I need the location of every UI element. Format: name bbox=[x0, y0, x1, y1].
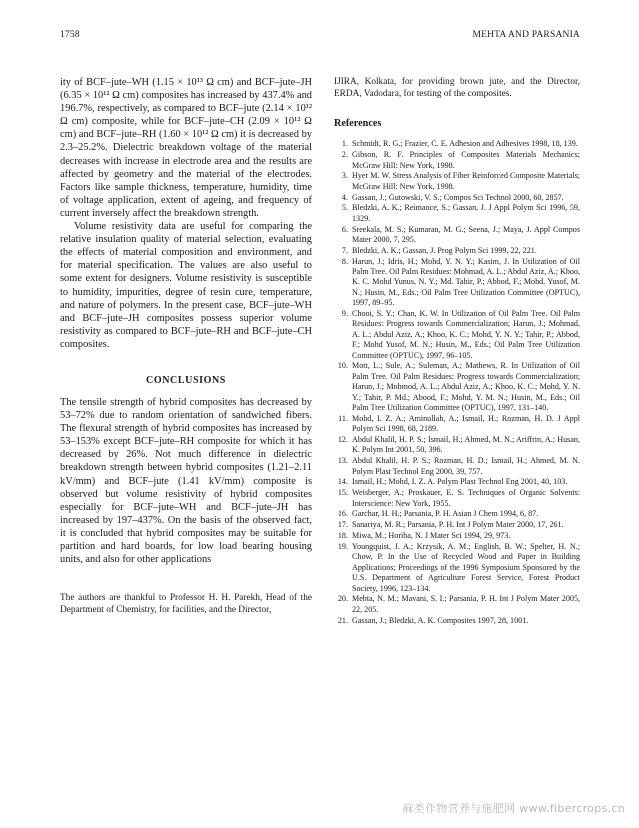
reference-text: Gassan, J.; Bledzki, A. K. Composites 1997, 28, 1001. bbox=[352, 615, 529, 625]
reference-item bbox=[334, 594, 580, 615]
reference-item bbox=[334, 435, 580, 456]
reference-number: 16. bbox=[337, 509, 348, 519]
acknowledgment-paragraph: The authors are thankful to Professor H. H. Parekh, Head of the Department of Chemistry, for facilities, and the Director, bbox=[60, 593, 312, 616]
reference-text: Mott, L.; Sule, A.; Suleman, A.; Mathews, R. In Utilization of Oil Palm Tree. Oil Palm Residues: Progress towards Commercialization; Harun, J.; Mohmod, A. L.; Abdul Aziz, A.; Khoo, K. C.; Mohd, Y. N. Y.; Tahir, P. Md.; Abood, F.; Mohd, Y. M. N.; Husin, M., Eds.; Oil Palm Tree Utilization Committee (OPTUC), 1997, 131–140. bbox=[352, 361, 580, 413]
reference-number: 13. bbox=[337, 456, 348, 466]
reference-item bbox=[334, 225, 580, 246]
reference-text: Bledzki, A. K.; Gassan, J. Prog Polym Sci 1999, 22, 221. bbox=[352, 245, 537, 255]
reference-number: 12. bbox=[337, 435, 348, 445]
reference-item bbox=[334, 193, 580, 203]
reference-number: 1. bbox=[341, 139, 348, 149]
reference-text: Schmidt, R. G.; Frazier, C. E. Adhesion and Adhesives 1998, 18, 139. bbox=[352, 139, 578, 149]
reference-item bbox=[334, 488, 580, 509]
reference-text: Youngquist, J. A.; Krzysik, A. M.; English, B. W.; Spelter, H. N.; Chow, P. In the Use of Recycled Wood and Paper in Building Applications; Proceedings of the 1996 Symposium Sponsored by the U.S. Department of Agriculture Forest Service, Forest Product Society, 1996, 123–134. bbox=[352, 541, 580, 593]
reference-item bbox=[334, 139, 580, 149]
reference-number: 7. bbox=[341, 245, 348, 255]
reference-item bbox=[334, 616, 580, 626]
reference-item bbox=[334, 150, 580, 171]
reference-item bbox=[334, 246, 580, 256]
reference-number: 2. bbox=[341, 150, 348, 160]
reference-number: 8. bbox=[341, 256, 348, 266]
reference-list bbox=[334, 139, 580, 626]
reference-text: Sanariya, M. R.; Parsania, P. H. Int J Polym Mater 2000, 17, 261. bbox=[352, 520, 564, 530]
watermark-text: 麻类作物营养与施肥网 www.fibercrops.cn bbox=[402, 802, 625, 815]
reference-item bbox=[334, 520, 580, 530]
running-title: MEHTA AND PARSANIA bbox=[472, 30, 580, 40]
right-column bbox=[334, 76, 580, 626]
conclusions-paragraph: The tensile strength of hybrid composites has decreased by 53–72% due to random orientation of sandwiched fibers. The flexural strength of hybrid composites has increased by 53–153% except BCF–jute–RH composite for which it has decreased by 26%. Not much difference in dielectric breakdown strength between hybrid composites (1.21–2.11 kV/mm) and BCF–jute (1.41 kV/mm) composite is observed but volume resistivity of hybrid composites especially for BCF–jute–WH and BCF–jute–JH has increased by 197–437%. On the basis of the observed fact, it is concluded that hybrid composites may be suitable for partition and hard boards, for low load bearing housing units, and also for other applications bbox=[60, 396, 312, 566]
reference-item bbox=[334, 171, 580, 192]
reference-number: 9. bbox=[341, 309, 348, 319]
reference-text: Abdul Khalil, H. P. S.; Ismail, H.; Ahmed, M. N.; Ariffrin, A.; Husan, K. Polym Int 2001, 50, 396. bbox=[352, 435, 580, 455]
reference-text: Mohd, I. Z. A.; Aminullah, A.; Ismail, H.; Rozman, H. D. J Appl Polym Sci 1998, 68, 2189. bbox=[352, 413, 580, 434]
body-paragraph-2: Volume resistivity data are useful for comparing the relative insulation quality of material selection, evaluating the effects of material composition and environment, and for material specification. The values are also useful to some extent for designers. Volume resistivity is susceptible to humidity, impurities, degree of resin cure, temperature, and nature of polymers. In the present case, BCF–jute–WH and BCF–jute–JH composites possess superior volume resistivity as compared to BCF–jute–RH and BCF–jute–CH composites. bbox=[60, 221, 312, 350]
reference-item bbox=[334, 531, 580, 541]
reference-text: Miwa, M.; Horiba, N. J Mater Sci 1994, 29, 973. bbox=[352, 531, 511, 541]
reference-text: Sreekala, M. S.; Kumaran, M. G.; Seena, J.; Maya, J. Appl Compos Mater 2000, 7, 295. bbox=[352, 224, 580, 245]
body-paragraph-1: ity of BCF–jute–WH (1.15 × 10¹³ Ω cm) and BCF–jute–JH (6.35 × 10¹² Ω cm) composites has increased by 437.4% and 196.7%, respectively, as compared to BCF–jute (2.14 × 10¹² Ω cm) composite, while for BCF–jute–CH (2.09 × 10¹² Ω cm) and BCF–jute–RH (1.60 × 10¹² Ω cm) it is decreased by 2.3–25.2%. Dielectric breakdown voltage of the material decreases with increase in electrode area and the results are affected by geometry and the material of the electrodes. Factors like sample thickness, temperature, humidity, time of voltage application, extent of ageing, and frequency of current inversely affect the breakdown strength. bbox=[60, 77, 312, 219]
reference-number: 19. bbox=[337, 541, 348, 551]
conclusions-heading: CONCLUSIONS bbox=[146, 374, 226, 386]
reference-item bbox=[334, 203, 580, 224]
reference-number: 17. bbox=[337, 520, 348, 530]
reference-number: 10. bbox=[337, 361, 348, 371]
reference-item bbox=[334, 257, 580, 309]
reference-text: Garchar, H. H.; Parsania, P. H. Asian J Chem 1994, 6, 87. bbox=[352, 509, 539, 519]
reference-text: Mehta, N. M.; Mavani, S. I.; Parsania, P. H. Int J Polym Mater 2005, 22, 205. bbox=[352, 594, 580, 614]
references-heading: References bbox=[334, 118, 382, 130]
reference-text: Hyer M. W. Stress Analysis of Fiber Reinforced Composite Materials; McGraw Hill: New York, 1998. bbox=[352, 171, 580, 191]
reference-item bbox=[334, 542, 580, 594]
reference-item bbox=[334, 414, 580, 435]
running-header bbox=[60, 30, 580, 44]
reference-item bbox=[334, 361, 580, 413]
reference-number: 4. bbox=[341, 192, 348, 202]
reference-number: 3. bbox=[341, 171, 348, 181]
reference-text: Bledzki, A. K.; Reimance, S.; Gassan, J. J Appl Polym Sci 1996, 59, 1329. bbox=[352, 203, 580, 223]
reference-number: 18. bbox=[337, 531, 348, 541]
reference-text: Gibson, R. F. Principles of Composites Materials Mechanics; McGraw Hill: New York, 1998. bbox=[352, 150, 580, 170]
reference-text: Weisberger, A.; Proskauer, E. S. Techniques of Organic Solvents: Interscience: New York, 1955. bbox=[352, 488, 580, 508]
page-number: 1758 bbox=[60, 30, 80, 40]
reference-item bbox=[334, 309, 580, 361]
reference-number: 6. bbox=[341, 224, 348, 234]
reference-text: Ismail, H.; Mohd, I. Z. A. Polym Plast Technol Eng 2001, 40, 103. bbox=[352, 477, 568, 487]
reference-number: 11. bbox=[338, 413, 348, 423]
reference-text: Harun, J.; Idris, H.; Mohd, Y. N. Y.; Kasim, J. In Utilization of Oil Palm Tree. Oil Palm Residues: Mohmad, A. L.; Abdul Aziz, A.; Khoo, K. C. Mohd Yunus, N. Y.; Md. Tahir, P.; Abbod, F.; Mohd. Yusof, M. N.; Husin, M., Eds.; Oil Palm Tree Utilization Committee (OPTUC), 1997, 89–95. bbox=[352, 256, 580, 308]
left-column bbox=[60, 76, 312, 626]
reference-item bbox=[334, 456, 580, 477]
reference-number: 20. bbox=[337, 594, 348, 604]
reference-text: Chooi, S. Y.; Chan, K. W. In Utilization of Oil Palm Tree. Oil Palm Residues: Progress towards Commercialization; Harun, J.; Mohmad, A. L.; Abdul Aziz, A.; Khoo, K. C.; Mohd, Y. N. Y.; Tahir, P.; Abbod, F.; Mohd Yusof, M. N.; Husin, M., Eds.; Oil Palm Tree Utilization Committee (OPTUC), 1997, 96–105. bbox=[352, 309, 580, 360]
reference-number: 5. bbox=[341, 203, 348, 213]
acknowledgment-continued: IJIRA, Kolkata, for providing brown jute, and the Director, ERDA, Vadodara, for testing of the composites. bbox=[334, 77, 580, 100]
reference-number: 21. bbox=[337, 615, 348, 625]
reference-text: Abdul Khalil, H. P. S.; Rozman, H. D.; Ismail, H.; Ahmed, M. N. Polym Plast Technol Eng 2000, 39, 757. bbox=[352, 456, 580, 476]
reference-number: 15. bbox=[337, 488, 348, 498]
reference-item bbox=[334, 509, 580, 519]
reference-text: Gassan, J.; Gutowski, V. S.; Compos Sci Technol 2000, 60, 2857. bbox=[352, 192, 564, 202]
reference-item bbox=[334, 477, 580, 487]
reference-number: 14. bbox=[337, 477, 348, 487]
